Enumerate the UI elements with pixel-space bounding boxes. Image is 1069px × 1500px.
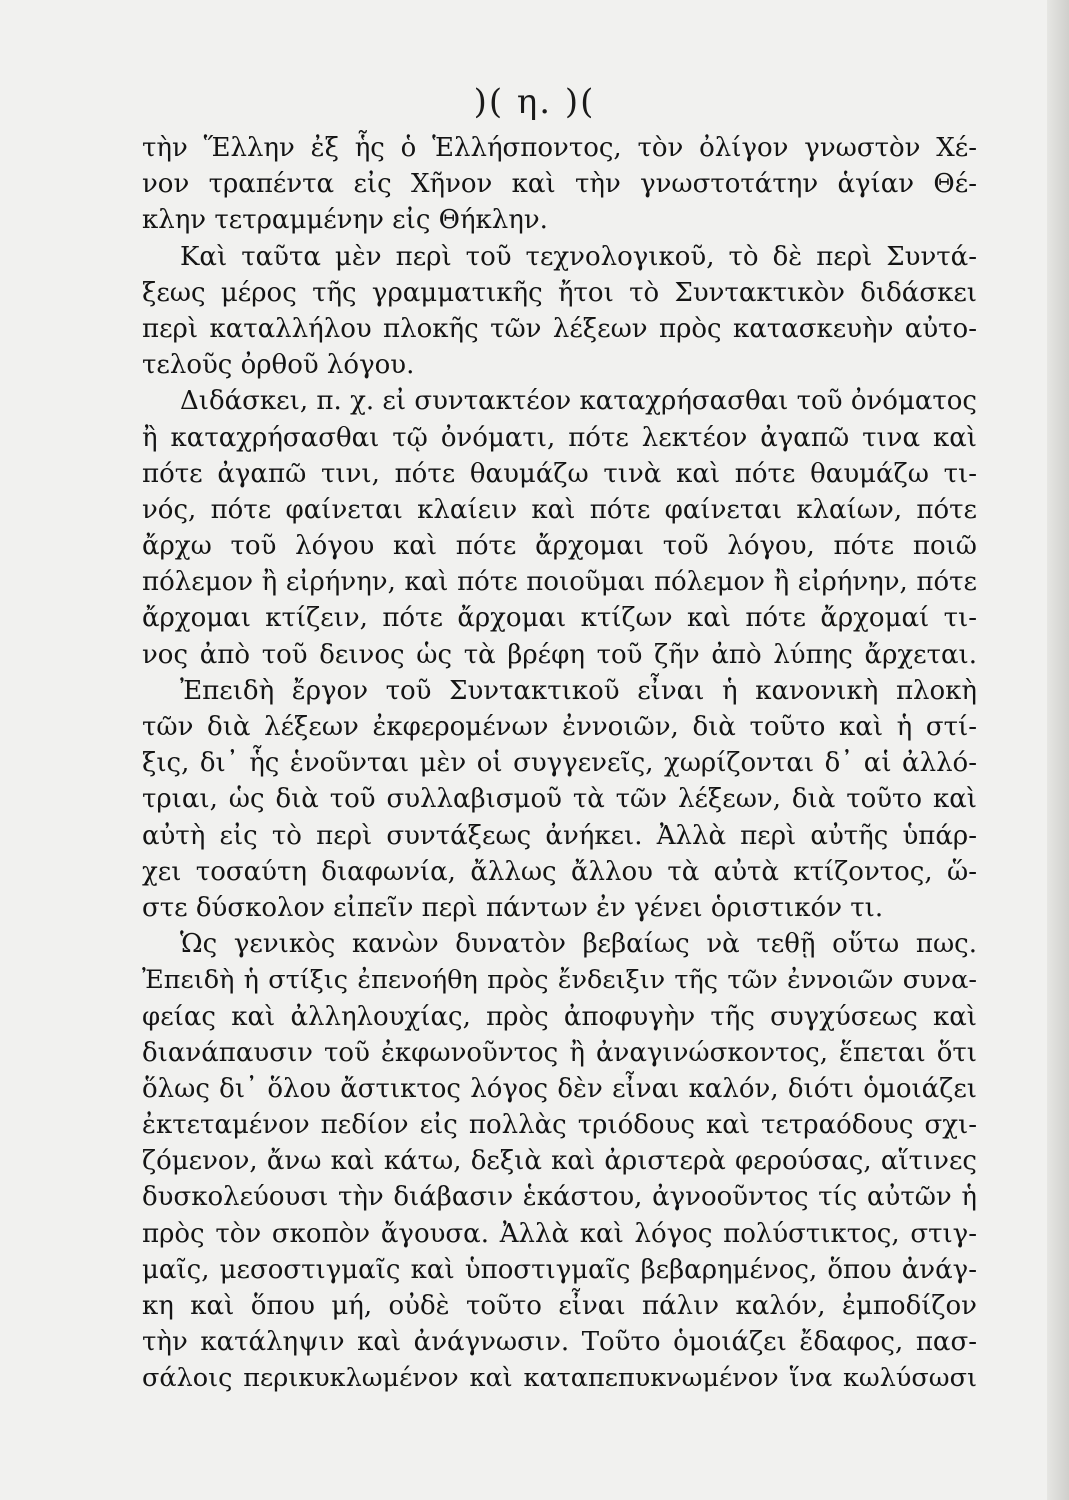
text-line: διανάπαυσιν τοῦ ἐκφωνοῦντος ἢ ἀναγινώσκοντος, ἕπεται ὅτι <box>142 1037 977 1068</box>
text-line: ὅλως δι᾽ ὅλου ἄστικτος λόγος δὲν εἶναι καλόν, διότι ὁμοιάζει <box>142 1073 977 1104</box>
text-line: τριαι, ὡς διὰ τοῦ συλλαβισμοῦ τὰ τῶν λέξεων, διὰ τοῦτο καὶ <box>142 784 977 815</box>
text-line: ξεως μέρος τῆς γραμματικῆς ἤτοι τὸ Συντακτικὸν διδάσκει <box>142 277 977 308</box>
text-line: κη καὶ ὅπου μή, οὐδὲ τοῦτο εἶναι πάλιν καλόν, ἐμποδίζον <box>142 1291 977 1321</box>
page-header: )( η. )( <box>473 82 596 122</box>
text-line: αὐτὴ εἰς τὸ περὶ συντάξεως ἀνήκει. Ἀλλὰ περὶ αὐτῆς ὑπάρ- <box>142 820 977 851</box>
text-line: νός, πότε φαίνεται κλαίειν καὶ πότε φαίνεται κλαίων, πότε <box>142 494 977 525</box>
text-line: περὶ καταλλήλου πλοκῆς τῶν λέξεων πρὸς κατασκευὴν αὐτο- <box>142 313 977 344</box>
text-line: ἄρχω τοῦ λόγου καὶ πότε ἄρχομαι τοῦ λόγου, πότε ποιῶ <box>142 531 977 562</box>
text-line: Ἐπειδὴ ἡ στίξις ἐπενοήθη πρὸς ἔνδειξιν τῆς τῶν ἐννοιῶν συνα- <box>142 965 977 996</box>
text-line: σάλοις περικυκλωμένον καὶ καταπεπυκνωμένον ἵνα κωλύσωσι <box>142 1363 977 1394</box>
text-line: πόλεμον ἢ εἰρήνην, καὶ πότε ποιοῦμαι πόλεμον ἢ εἰρήνην, πότε <box>142 567 977 598</box>
text-line: νον τραπέντα εἰς Χῆνον καὶ τὴν γνωστοτάτην ἁγίαν Θέ- <box>142 169 977 200</box>
text-line: φείας καὶ ἀλληλουχίας, πρὸς ἀποφυγὴν τῆς συγχύσεως καὶ <box>142 1001 977 1032</box>
text-line: τελοῦς ὀρθοῦ λόγου. <box>142 350 415 381</box>
text-line: ἢ καταχρήσασθαι τῷ ὀνόματι, πότε λεκτέον ἀγαπῶ τινα καὶ <box>142 422 977 453</box>
text-line: νος ἀπὸ τοῦ δεινος ὡς τὰ βρέφη τοῦ ζῆν ἀπὸ λύπης ἄρχεται. <box>142 639 977 670</box>
text-line: Καὶ ταῦτα μὲν περὶ τοῦ τεχνολογικοῦ, τὸ δὲ περὶ Συντά- <box>180 241 977 272</box>
text-line: κλην τετραμμένην εἰς Θήκλην. <box>142 205 548 236</box>
text-line: τῶν διὰ λέξεων ἐκφερομένων ἐννοιῶν, διὰ τοῦτο καὶ ἡ στί- <box>142 712 977 742</box>
body-text <box>142 130 977 1397</box>
page-edge-shadow <box>1047 0 1069 1500</box>
text-line: δυσκολεύουσι τὴν διάβασιν ἑκάστου, ἀγνοοῦντος τίς αὐτῶν ἡ <box>142 1182 977 1213</box>
text-line: ζόμενον, ἄνω καὶ κάτω, δεξιὰ καὶ ἀριστερὰ φερούσας, αἵτινες <box>142 1146 977 1177</box>
text-line: τὴν κατάληψιν καὶ ἀνάγνωσιν. Τοῦτο ὁμοιάζει ἔδαφος, πασ- <box>142 1327 977 1358</box>
text-line: χει τοσαύτη διαφωνία, ἄλλως ἄλλου τὰ αὐτὰ κτίζοντος, ὥ- <box>142 856 977 887</box>
text-line: ἐκτεταμένον πεδίον εἰς πολλὰς τριόδους καὶ τετραόδους σχι- <box>142 1110 977 1141</box>
text-line: στε δύσκολον εἰπεῖν περὶ πάντων ἐν γένει ὁριστικόν τι. <box>142 892 884 923</box>
text-line: πότε ἀγαπῶ τινι, πότε θαυμάζω τινὰ καὶ πότε θαυμάζω τι- <box>142 458 977 489</box>
text-line: Διδάσκει, π. χ. εἰ συντακτέον καταχρήσασθαι τοῦ ὀνόματος <box>180 386 977 417</box>
text-line: Ἐπειδὴ ἔργον τοῦ Συντακτικοῦ εἶναι ἡ κανονικὴ πλοκὴ <box>180 675 977 706</box>
text-line: ἄρχομαι κτίζειν, πότε ἄρχομαι κτίζων καὶ πότε ἄρχομαί τι- <box>142 603 977 634</box>
text-line: Ὡς γενικὸς κανὼν δυνατὸν βεβαίως νὰ τεθῇ οὕτω πως. <box>180 929 977 960</box>
text-line: ξις, δι᾽ ἧς ἑνοῦνται μὲν οἱ συγγενεῖς, χωρίζονται δ᾽ αἱ ἀλλό- <box>142 748 977 779</box>
text-line: τὴν Ἕλλην ἐξ ἧς ὁ Ἑλλήσποντος, τὸν ὀλίγον γνωστὸν Χέ- <box>142 133 977 163</box>
text-line: μαῖς, μεσοστιγμαῖς καὶ ὑποστιγμαῖς βεβαρημένος, ὅπου ἀνάγ- <box>142 1254 977 1285</box>
text-line: πρὸς τὸν σκοπὸν ἄγουσα. Ἀλλὰ καὶ λόγος πολύστικτος, στιγ- <box>142 1218 977 1249</box>
